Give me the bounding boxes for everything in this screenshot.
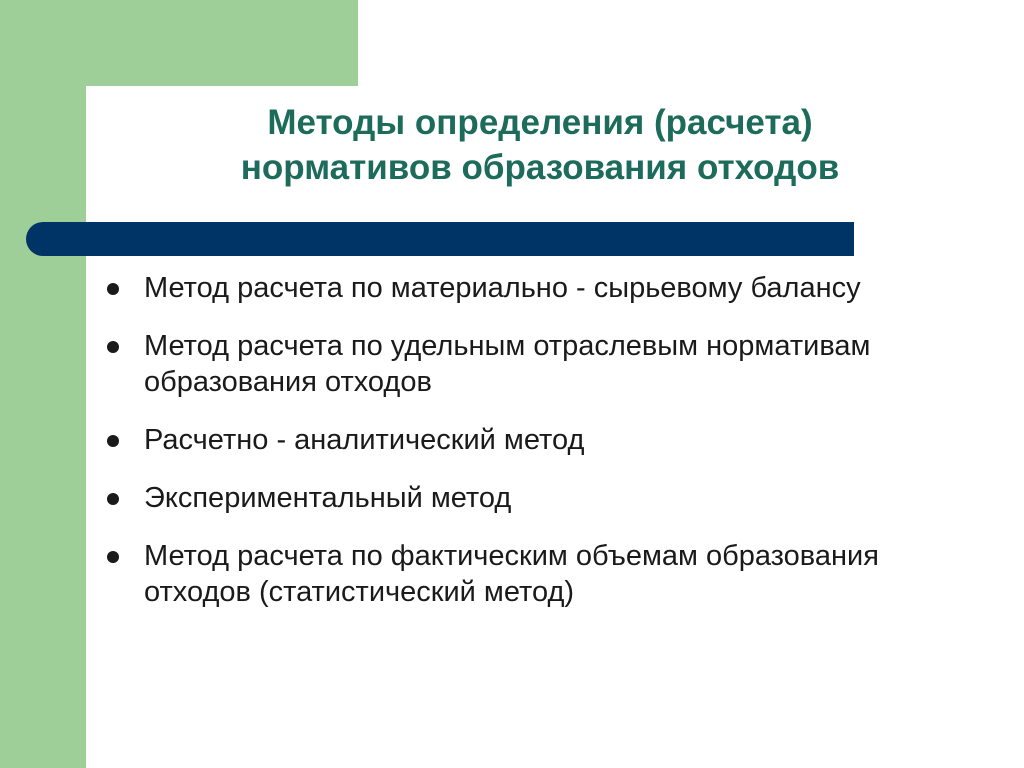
- bullet-dot-icon: [107, 551, 119, 563]
- bullet-text-5: Метод расчета по фактическим объемам образования отходов (статистический метод): [144, 540, 879, 608]
- bullet-dot-icon: [107, 493, 119, 505]
- bullet-dot-icon: [107, 283, 119, 295]
- bullet-text-4: Экспериментальный метод: [144, 482, 512, 514]
- bullet-dot-icon: [107, 435, 119, 447]
- bullet-item-1: [104, 270, 924, 306]
- bullet-text-1: Метод расчета по материально - сырьевому балансу: [144, 272, 861, 304]
- bullet-text-3: Расчетно - аналитический метод: [144, 424, 585, 456]
- title-line-1: Методы определения (расчета): [267, 103, 813, 142]
- top-green-band: [0, 0, 358, 86]
- slide-title: [150, 100, 930, 190]
- title-line-2: нормативов образования отходов: [240, 148, 840, 187]
- bullet-dot-icon: [107, 341, 119, 353]
- bullet-item-4: [104, 480, 924, 516]
- title-underline-bar: [26, 222, 854, 256]
- bullet-text-2: Метод расчета по удельным отраслевым нормативам образования отходов: [144, 330, 871, 398]
- bullet-list: [104, 270, 924, 632]
- left-green-stripe: [0, 0, 86, 768]
- bullet-item-2: [104, 328, 924, 400]
- bullet-item-5: [104, 538, 924, 610]
- bullet-item-3: [104, 422, 924, 458]
